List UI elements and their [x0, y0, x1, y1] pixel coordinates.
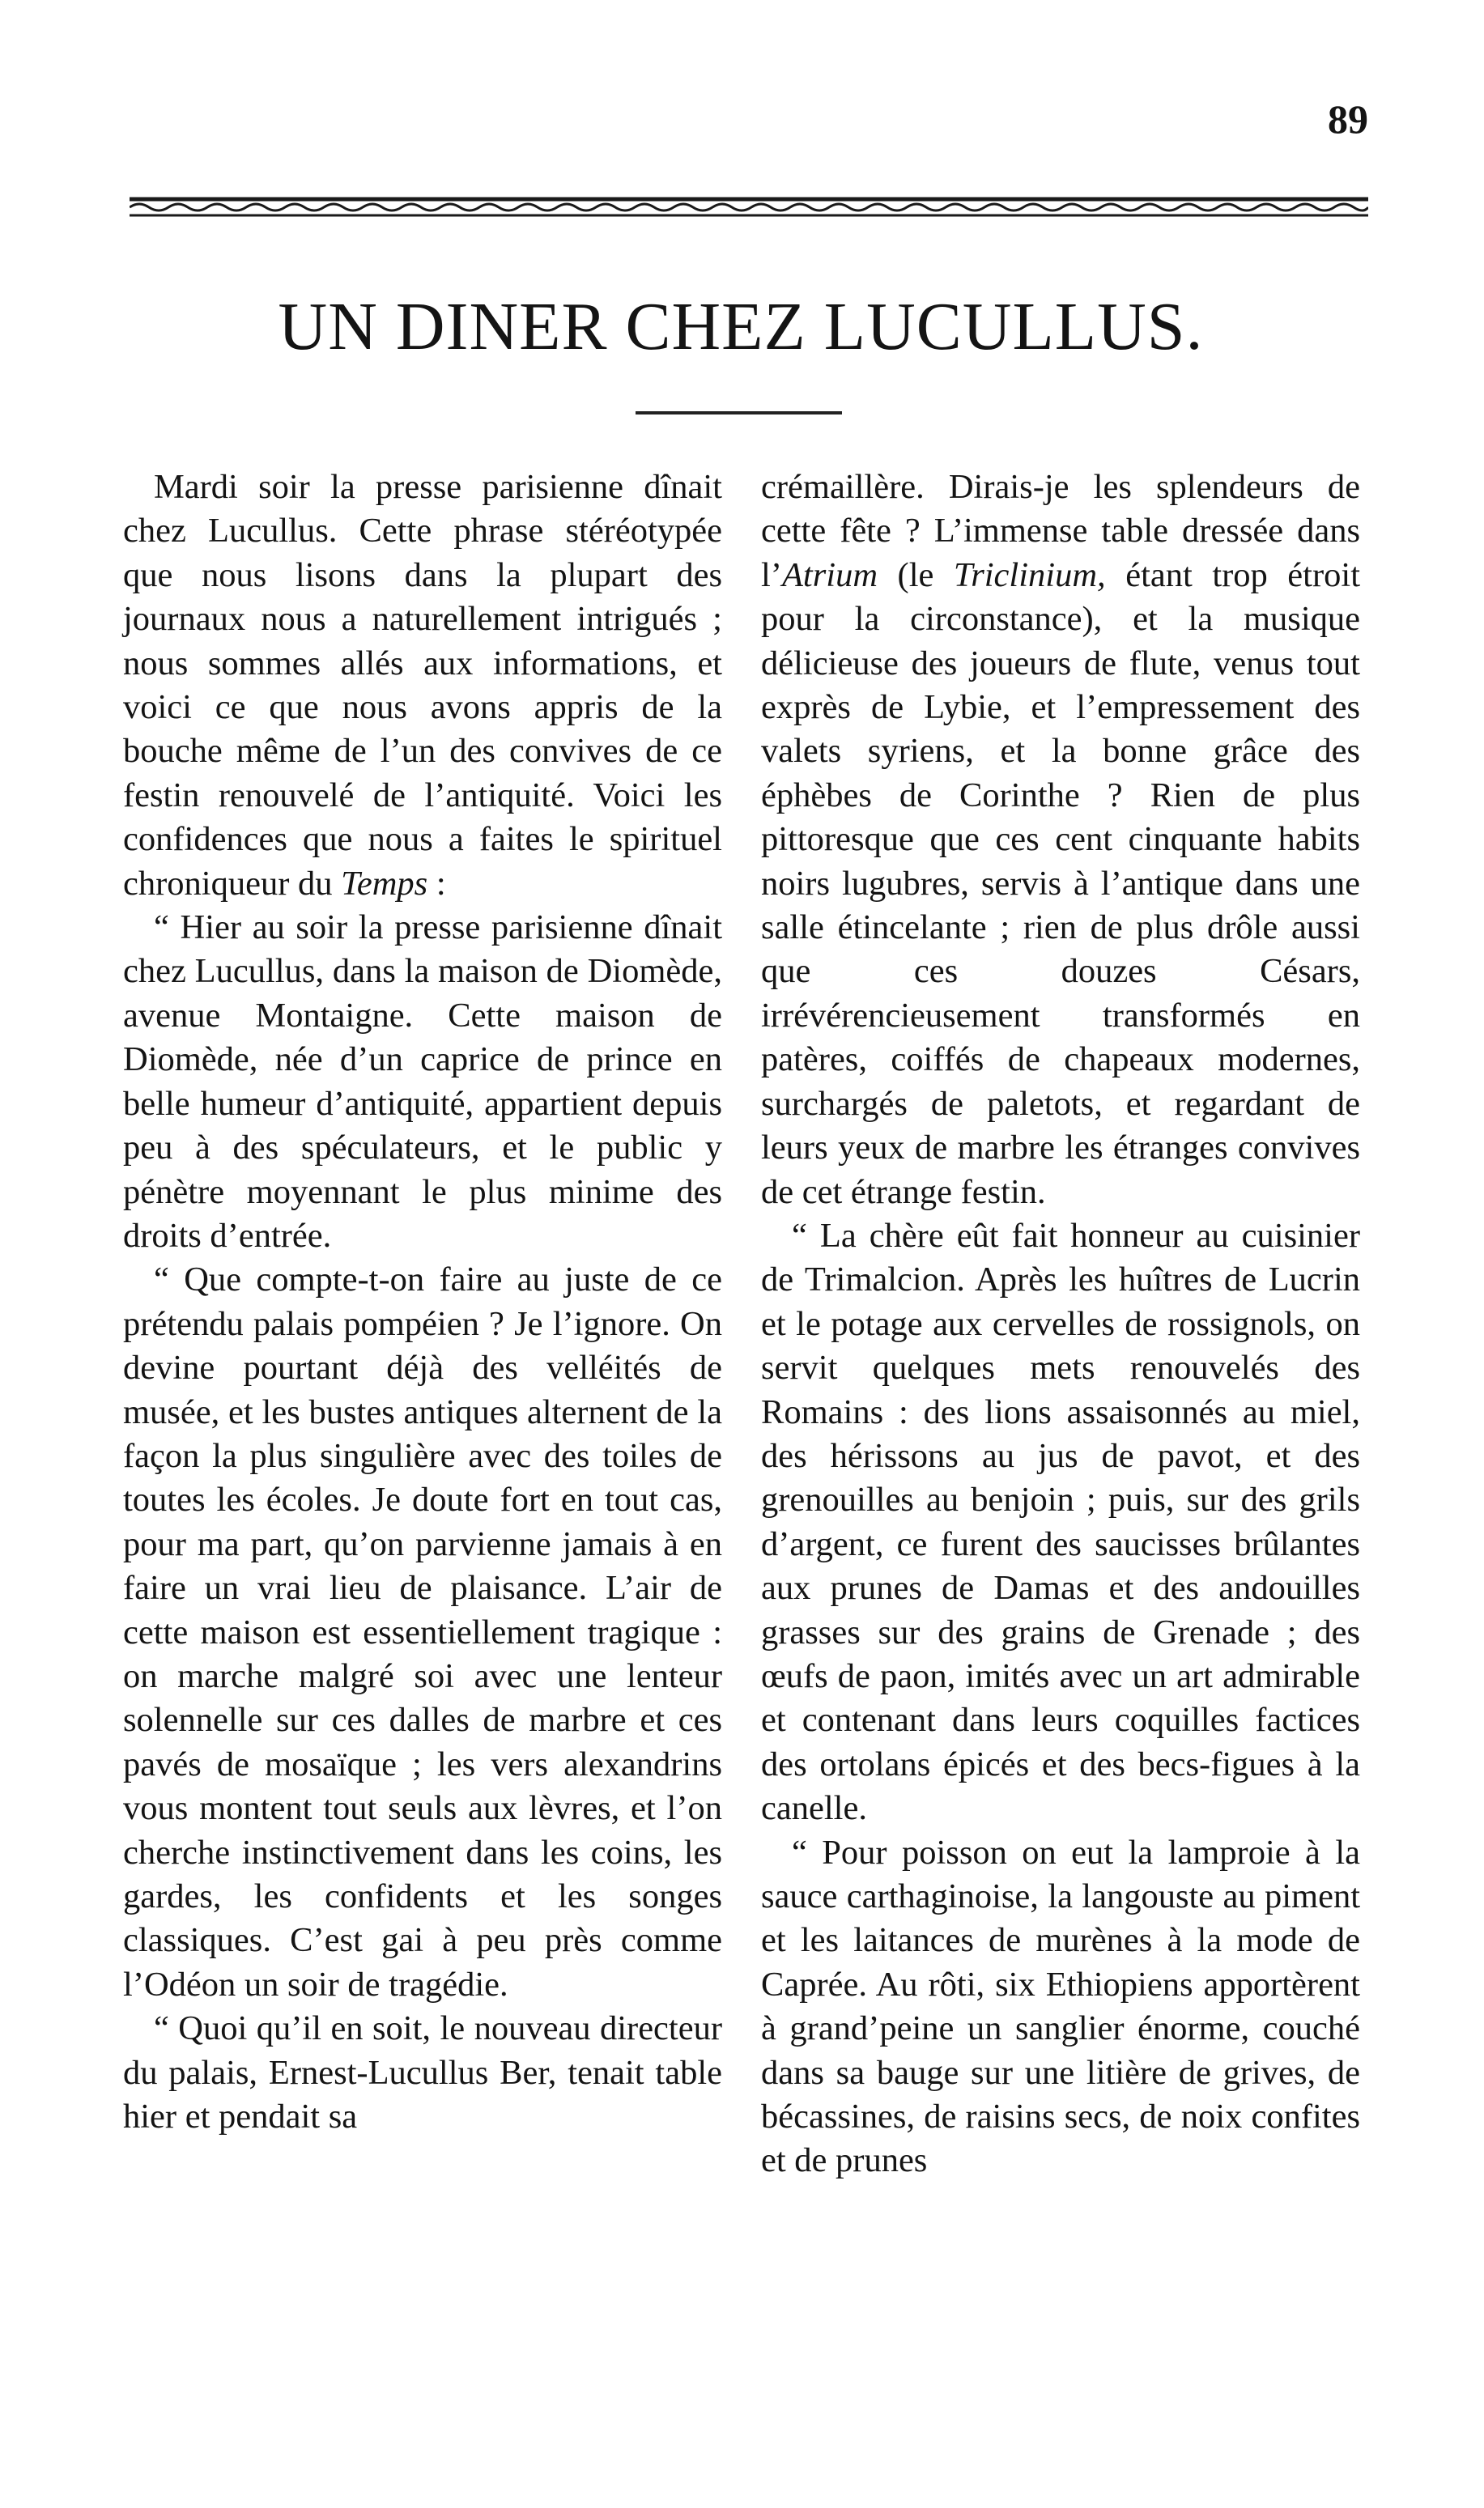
italic-text: Triclinium,	[953, 555, 1106, 594]
right-column	[761, 465, 1360, 2183]
left-column	[123, 465, 722, 2139]
italic-text: Atrium	[781, 555, 878, 594]
paragraph: “ La chère eût fait honneur au cuisinier de Trimalcion. Après les huîtres de Lucrin et le potage aux cervelles de rossignols, on servit quelques mets renouvelés des Romains : des lions assaisonnés au miel, des hérissons au jus de pavot, et des grenouilles au benjoin ; puis, sur des grils d’argent, ce furent des saucisses brûlantes aux prunes de Damas et des andouilles grasses sur des grains de Grenade ; des œufs de paon, imités avec un art admirable et contenant dans leurs coquilles factices des ortolans épicés et des becs-figues à la canelle.	[761, 1216, 1360, 1828]
page-number: 89	[1328, 96, 1368, 142]
paragraph: “ Quoi qu’il en soit, le nouveau directeur du palais, Ernest-Lucullus Ber, tenait table hier et pendait sa	[123, 2009, 722, 2136]
paragraph: “ Pour poisson on eut la lamproie à la sauce carthaginoise, la langouste au piment et les laitances de murènes à la mode de Caprée. Au rôti, six Ethiopiens apportèrent à grand’peine un sanglier énorme, couché dans sa bauge sur une litière de grives, de bécassines, de raisins secs, de noix confites et de prunes	[761, 1833, 1360, 2180]
title-divider	[636, 411, 842, 414]
paragraph: crémaillère. Dirais-je les splendeurs de cette fête ? L’immense table dressée dans l’Atrium (le Triclinium, étant trop étroit pour la circonstance), et la musique délicieuse des joueurs de flute, venus tout exprès de Lybie, et l’empressement des valets syriens, et la bonne grâce des éphèbes de Corinthe ? Rien de plus pittoresque que ces cent cinquante habits noirs lugubres, servis à l’antique dans une salle étincelante ; rien de plus drôle aussi que ces douzes Césars, irrévérencieusement transformés en patères, coiffés de chapeaux modernes, surchargés de paletots, et regardant de leurs yeux de marbre les étranges convives de cet étrange festin.	[761, 468, 1360, 1211]
paragraph: “ Hier au soir la presse parisienne dînait chez Lucullus, dans la maison de Diomède, avenue Montaigne. Cette maison de Diomède, née d’un caprice de prince en belle humeur d’antiquité, appartient depuis peu à des spéculateurs, et le public y pénètre moyennant le plus minime des droits d’entrée.	[123, 908, 722, 1255]
italic-text: Temps	[341, 864, 428, 903]
paragraph: Mardi soir la presse parisienne dînait chez Lucullus. Cette phrase stéréotypée que nous lisons dans la plupart des journaux nous a naturellement intrigués ; nous sommes allés aux informations, et voici ce que nous avons appris de la bouche même de l’un des convives de ce festin renouvelé de l’antiquité. Voici les confidences que nous a faites le spirituel chroniqueur du Temps :	[123, 468, 722, 903]
article-title: UN DINER CHEZ LUCULLUS.	[278, 289, 1204, 364]
paragraph: “ Que compte-t-on faire au juste de ce prétendu palais pompéien ? Je l’ignore. On devine pourtant déjà des velléités de musée, et les bustes antiques alternent de la façon la plus singulière avec des toiles de toutes les écoles. Je doute fort en tout cas, pour ma part, qu’on parvienne jamais à en faire un vrai lieu de plaisance. L’air de cette maison est essentiellement tragique : on marche malgré soi avec une lenteur solennelle sur ces dalles de marbre et ces pavés de mosaïque ; les vers alexandrins vous montent tout seuls aux lèvres, et l’on cherche instinctivement dans les coins, les gardes, les confidents et les songes classiques. C’est gai à peu près comme l’Odéon un soir de tragédie.	[123, 1260, 722, 2004]
ornamental-rule	[130, 188, 1368, 228]
